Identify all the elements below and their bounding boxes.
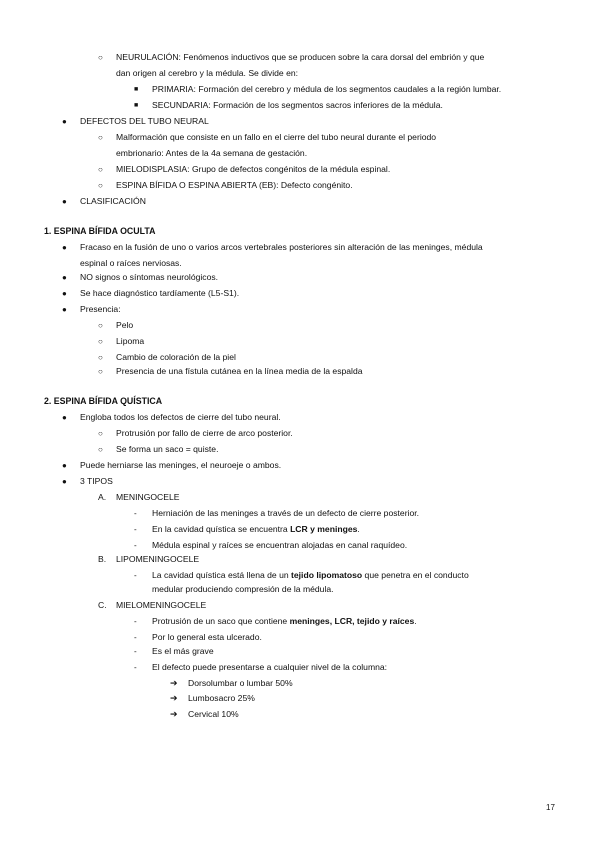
- square-bullet-icon: ■: [134, 102, 139, 109]
- square-bullet-icon: ■: [134, 86, 139, 93]
- oculta-heading: 1. ESPINA BÍFIDA OCULTA: [44, 226, 156, 236]
- circle-bullet-icon: ○: [98, 133, 103, 142]
- tipos-text: 3 TIPOS: [80, 476, 113, 486]
- malformacion-line-2: embrionario: Antes de la 4a semana de gestación.: [116, 148, 308, 158]
- page-number: 17: [546, 803, 555, 812]
- mielomeningocele-item-4: El defecto puede presentarse a cualquier nivel de la columna:: [152, 662, 388, 672]
- lipomeningocele-title: LIPOMENINGOCELE: [116, 554, 200, 564]
- circle-bullet-icon: ○: [98, 53, 103, 62]
- neurulacion-line-1: NEURULACIÓN: Fenómenos inductivos que se producen sobre la cara dorsal del embrión y que: [116, 52, 485, 62]
- type-b-marker: B.: [98, 554, 107, 564]
- circle-bullet-icon: ○: [98, 367, 103, 376]
- neurulacion-line-2: dan origen al cerebro y la médula. Se divide en:: [116, 68, 299, 78]
- circle-bullet-icon: ○: [98, 337, 103, 346]
- arrow-right-icon: ➔: [170, 709, 178, 719]
- primaria-text: PRIMARIA: Formación del cerebro y médula de los segmentos caudales a la región lumbar.: [152, 84, 502, 94]
- disc-bullet-icon: ●: [62, 243, 67, 252]
- dash-bullet-icon: -: [134, 633, 137, 642]
- meningocele-item-1: Herniación de las meninges a través de un defecto de cierre posterior.: [152, 508, 420, 518]
- circle-bullet-icon: ○: [98, 445, 103, 454]
- herniarse-text: Puede herniarse las meninges, el neuroeje o ambos.: [80, 460, 282, 470]
- presencia-text: Presencia:: [80, 304, 121, 314]
- espina-bifida-text: ESPINA BÍFIDA O ESPINA ABIERTA (EB): Defecto congénito.: [116, 180, 353, 190]
- disc-bullet-icon: ●: [62, 289, 67, 298]
- sign-lipoma: Lipoma: [116, 336, 145, 346]
- mielodisplasia-text: MIELODISPLASIA: Grupo de defectos congénitos de la médula espinal.: [116, 164, 391, 174]
- disc-bullet-icon: ●: [62, 413, 67, 422]
- sign-pelo: Pelo: [116, 320, 134, 330]
- disc-bullet-icon: ●: [62, 273, 67, 282]
- type-a-marker: A.: [98, 492, 107, 502]
- saco-text: Se forma un saco = quiste.: [116, 444, 219, 454]
- mielomeningocele-title: MIELOMENINGOCELE: [116, 600, 207, 610]
- dash-bullet-icon: -: [134, 509, 137, 518]
- defectos-title: DEFECTOS DEL TUBO NEURAL: [80, 116, 209, 126]
- circle-bullet-icon: ○: [98, 321, 103, 330]
- lipomeningocele-item-1-cont: medular produciendo compresión de la médula.: [152, 584, 334, 594]
- level-dorsolumbar: Dorsolumbar o lumbar 50%: [188, 678, 293, 688]
- mielomeningocele-item-1: Protrusión de un saco que contiene meninges, LCR, tejido y raíces.: [152, 616, 417, 626]
- mielomeningocele-item-3: Es el más grave: [152, 646, 214, 656]
- secundaria-text: SECUNDARIA: Formación de los segmentos sacros inferiores de la médula.: [152, 100, 443, 110]
- sign-coloracion: Cambio de coloración de la piel: [116, 352, 236, 362]
- disc-bullet-icon: ●: [62, 477, 67, 486]
- fracaso-line-2: espinal o raíces nerviosas.: [80, 258, 182, 268]
- disc-bullet-icon: ●: [62, 305, 67, 314]
- malformacion-line-1: Malformación que consiste en un fallo en el cierre del tubo neural durante el periodo: [116, 132, 437, 142]
- lipomeningocele-item-1: La cavidad quística está llena de un tejido lipomatoso que penetra en el conducto: [152, 570, 469, 580]
- meningocele-item-3: Médula espinal y raíces se encuentran alojadas en canal raquídeo.: [152, 540, 408, 550]
- disc-bullet-icon: ●: [62, 197, 67, 206]
- fracaso-line-1: Fracaso en la fusión de uno o varios arcos vertebrales posteriores sin alteración de las meninges, médula: [80, 242, 483, 252]
- dash-bullet-icon: -: [134, 647, 137, 656]
- dash-bullet-icon: -: [134, 525, 137, 534]
- diagnostico-text: Se hace diagnóstico tardíamente (L5-S1).: [80, 288, 240, 298]
- level-cervical: Cervical 10%: [188, 709, 239, 719]
- level-lumbosacro: Lumbosacro 25%: [188, 693, 255, 703]
- type-c-marker: C.: [98, 600, 107, 610]
- disc-bullet-icon: ●: [62, 461, 67, 470]
- arrow-right-icon: ➔: [170, 693, 178, 703]
- sign-fistula: Presencia de una fístula cutánea en la línea media de la espalda: [116, 366, 363, 376]
- dash-bullet-icon: -: [134, 541, 137, 550]
- circle-bullet-icon: ○: [98, 181, 103, 190]
- arrow-right-icon: ➔: [170, 678, 178, 688]
- quistica-heading: 2. ESPINA BÍFIDA QUÍSTICA: [44, 396, 163, 406]
- no-signos-text: NO signos o síntomas neurológicos.: [80, 272, 219, 282]
- meningocele-title: MENINGOCELE: [116, 492, 180, 502]
- engloba-text: Engloba todos los defectos de cierre del tubo neural.: [80, 412, 281, 422]
- clasificacion-text: CLASIFICACIÓN: [80, 196, 146, 206]
- mielomeningocele-item-2: Por lo general esta ulcerado.: [152, 632, 262, 642]
- meningocele-item-2: En la cavidad quística se encuentra LCR y meninges.: [152, 524, 360, 534]
- dash-bullet-icon: -: [134, 617, 137, 626]
- circle-bullet-icon: ○: [98, 429, 103, 438]
- dash-bullet-icon: -: [134, 663, 137, 672]
- circle-bullet-icon: ○: [98, 353, 103, 362]
- protrusion-text: Protrusión por fallo de cierre de arco posterior.: [116, 428, 293, 438]
- circle-bullet-icon: ○: [98, 165, 103, 174]
- disc-bullet-icon: ●: [62, 117, 67, 126]
- dash-bullet-icon: -: [134, 571, 137, 580]
